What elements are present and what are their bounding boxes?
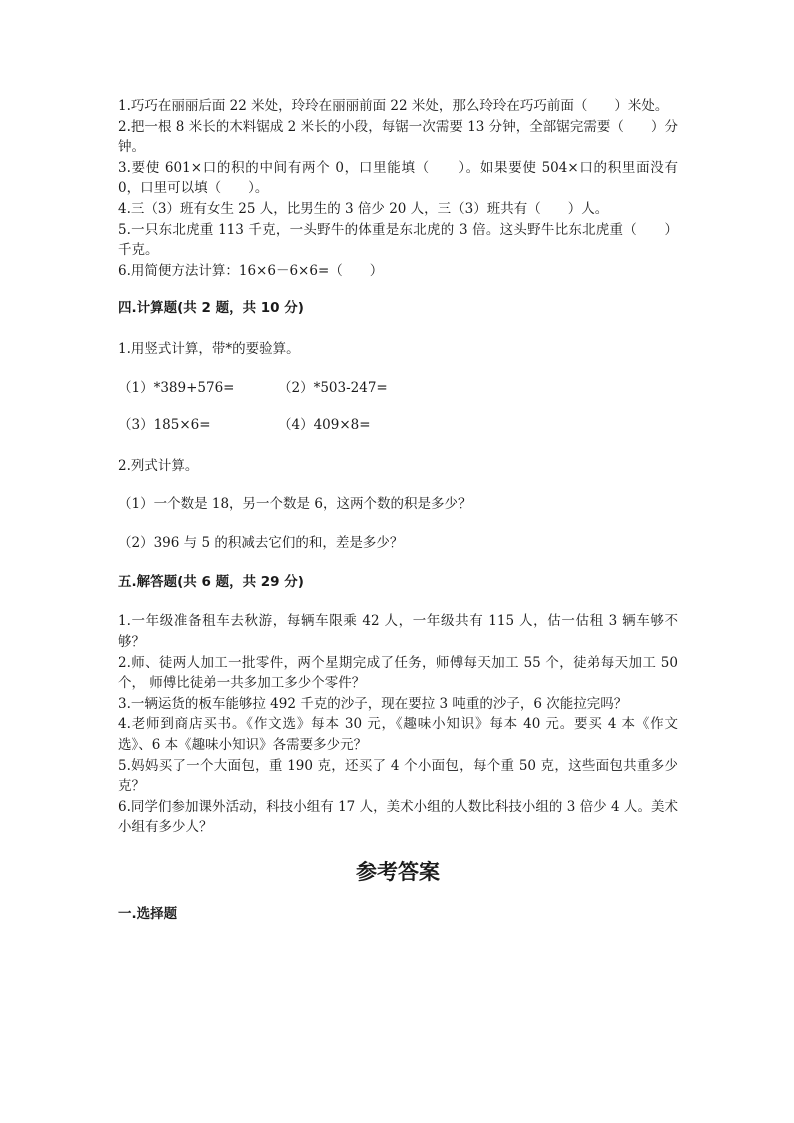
calc-row-1 [118, 378, 678, 398]
question-5-4: 4.老师到商店买书。《作文选》每本 30 元，《趣味小知识》每本 40 元。要买 4 本《作文选》、6 本《趣味小知识》各需要多少元？ [118, 716, 678, 753]
section5-title: 五.解答题(共 6 题，共 29 分) [118, 574, 304, 591]
section4-q1-intro: 1.用竖式计算，带*的要验算。 [118, 341, 300, 358]
question-3-2: 2.把一根 8 米长的木料锯成 2 米长的小段，每锯一次需要 13 分钟，全部锯完需要（ ）分钟。 [118, 118, 678, 156]
question-5-6: 6.同学们参加课外活动，科技小组有 17 人，美术小组的人数比科技小组的 3 倍少 4 人。美术小组有多少人？ [118, 798, 678, 836]
section4-q2-item-2: （2）396 与 5 的积减去它们的和，差是多少？ [118, 535, 404, 552]
calc-item-2: （2）*503-247= [278, 380, 388, 397]
question-3-1: 1.巧巧在丽丽后面 22 米处，玲玲在丽丽前面 22 米处，那么玲玲在巧巧前面（ ）米处。 [118, 98, 669, 114]
question-3-5: 5.一只东北虎重 113 千克，一头野牛的体重是东北虎的 3 倍。这头野牛比东北虎重（ ）千克。 [118, 221, 678, 259]
question-3-6: 6.用简便方法计算：16×6－6×6=（ ） [118, 262, 384, 279]
calc-item-4: （4）409×8= [278, 417, 371, 434]
question-5-1: 1.一年级准备租车去秋游，每辆车限乘 42 人，一年级共有 115 人，估一估租 3 辆车够不够？ [118, 613, 678, 650]
answers-section1-title: 一.选择题 [118, 905, 178, 922]
section4-title: 四.计算题(共 2 题，共 10 分) [118, 300, 304, 317]
question-5-3: 3.一辆运货的板车能够拉 492 千克的沙子，现在要拉 3 吨重的沙子，6 次能拉完吗？ [118, 695, 628, 712]
section5-word-problems [118, 611, 678, 838]
section4-q2-item-1: （1）一个数是 18，另一个数是 6，这两个数的积是多少？ [118, 496, 472, 513]
question-3-3: 3.要使 601×口的积的中间有两个 0，口里能填（ ）。如果要使 504×口的积里面没有 0，口里可以填（ ）。 [118, 159, 678, 197]
question-5-5: 5.妈妈买了一个大面包，重 190 克，还买了 4 个小面包，每个重 50 克，这些面包共重多少克？ [118, 757, 678, 795]
answers-title: 参考答案 [356, 859, 440, 884]
exam-page [118, 96, 678, 924]
section4-q2-intro: 2.列式计算。 [118, 458, 199, 475]
calc-row-2 [118, 415, 678, 435]
calc-item-3: （3）185×6= [118, 417, 211, 434]
question-3-4: 4.三（3）班有女生 25 人，比男生的 3 倍少 20 人，三（3）班共有（ ）人。 [118, 200, 609, 217]
question-5-2: 2.师、徒两人加工一批零件，两个星期完成了任务，师傅每天加工 55 个，徒弟每天加工 50 个， 师傅比徒弟一共多加工多少个零件？ [118, 654, 678, 692]
calc-item-1: （1）*389+576= [118, 380, 235, 397]
section3-fill-in-blanks [118, 96, 678, 281]
